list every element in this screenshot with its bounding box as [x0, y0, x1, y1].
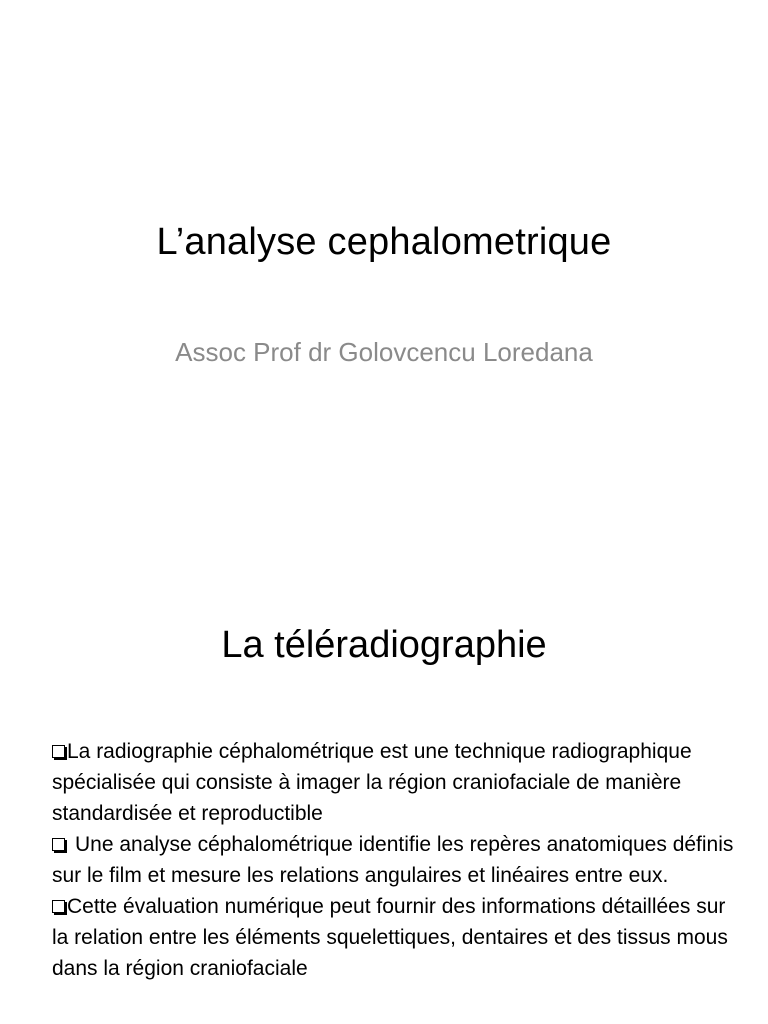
- slide-1-title: L’analyse cephalometrique: [156, 221, 612, 263]
- bullet-text: La radiographie céphalométrique est une technique radiographique spécialisée qui consiste à imager la région craniofaciale de manière standardisée et reproductible: [52, 740, 692, 825]
- square-bullet-icon: [52, 838, 65, 851]
- bullet-item: [52, 736, 742, 829]
- bullet-item: [52, 891, 742, 984]
- bullet-item: [52, 829, 742, 891]
- bullet-text: Cette évaluation numérique peut fournir des informations détaillées sur la relation entre les éléments squelettiques, dentaires et des tissus mous dans la région craniofaciale: [52, 895, 728, 980]
- slide-1-subtitle: Assoc Prof dr Golovcencu Loredana: [175, 337, 593, 367]
- slide-2-body: [52, 736, 742, 984]
- bullet-text: Une analyse céphalométrique identifie les repères anatomiques définis sur le film et mesure les relations angulaires et linéaires entre eux.: [52, 833, 734, 887]
- slide-2-title: La téléradiographie: [221, 624, 547, 666]
- slide-teleradiographie: [0, 576, 768, 1024]
- square-bullet-icon: [52, 900, 65, 913]
- square-bullet-icon: [52, 745, 65, 758]
